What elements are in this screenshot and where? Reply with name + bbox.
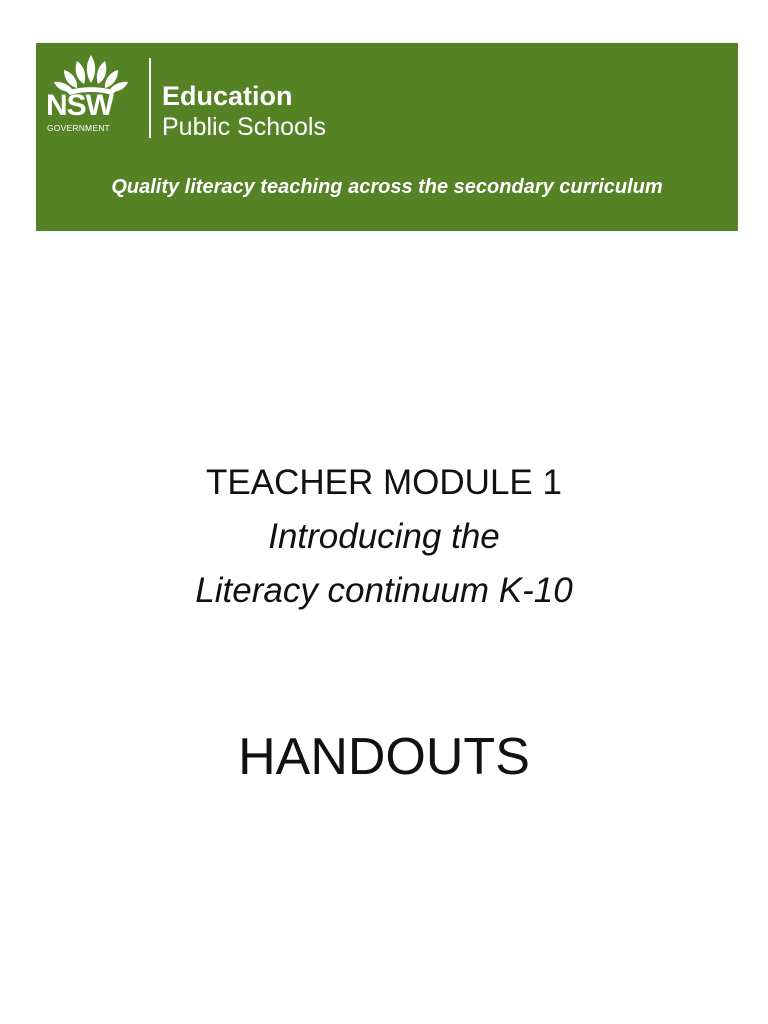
logo-divider — [149, 58, 151, 138]
title-block — [0, 456, 768, 618]
module-subtitle-line1: Introducing the — [268, 517, 500, 556]
header-banner — [36, 43, 738, 231]
government-wordmark: GOVERNMENT — [47, 123, 110, 133]
tagline: Quality literacy teaching across the secondary curriculum — [111, 176, 663, 198]
document-type-heading: HANDOUTS — [238, 728, 530, 786]
module-subtitle-line2: Literacy continuum K-10 — [195, 571, 573, 610]
org-division: Public Schools — [162, 113, 326, 141]
module-title: TEACHER MODULE 1 — [206, 463, 562, 502]
org-name: Education — [162, 81, 293, 111]
nsw-wordmark: NSW — [46, 89, 113, 122]
